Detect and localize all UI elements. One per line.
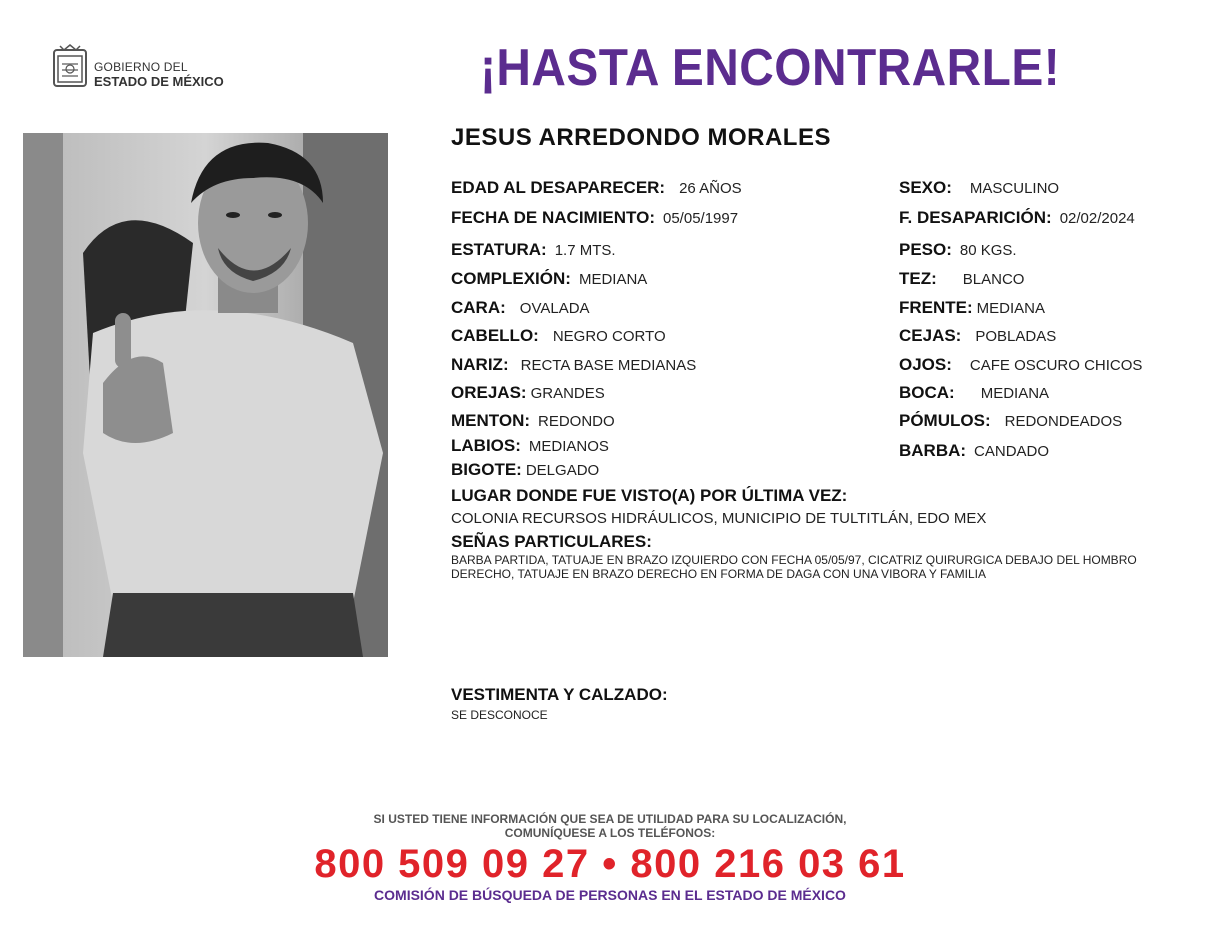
field-label: TEZ: [899,269,937,288]
field-disappearance-date [899,208,1135,228]
field-value: DELGADO [525,462,600,479]
field-nose [451,355,696,375]
field-label: ESTATURA: [451,240,547,259]
field-sex [899,178,1059,198]
commission-name: COMISIÓN DE BÚSQUEDA DE PERSONAS EN EL ESTADO DE MÉXICO [374,887,846,903]
field-label: COMPLEXIÓN: [451,269,571,288]
government-logo [52,44,232,90]
last-seen-label: LUGAR DONDE FUE VISTO(A) POR ÚLTIMA VEZ: [451,486,848,505]
missing-person-photo [23,133,388,657]
field-forehead [899,298,1045,318]
field-label: MENTON: [451,411,531,430]
field-value: 26 AÑOS [679,180,742,197]
field-mustache [451,460,599,480]
field-label: FRENTE: [899,298,973,317]
field-value: CAFE OSCURO CHICOS [969,357,1143,374]
field-value: RECTA BASE MEDIANAS [520,357,697,374]
field-label: BARBA: [899,441,967,460]
field-cheekbones [899,411,1122,431]
field-label: BOCA: [899,383,955,402]
field-label: CARA: [451,298,506,317]
field-value: REDONDEADOS [1004,413,1123,430]
field-value: NEGRO CORTO [552,328,666,345]
field-value: 05/05/1997 [663,210,739,227]
person-photo-illustration [23,133,388,657]
field-value: MEDIANA [578,271,648,288]
field-value: MEDIANA [976,300,1046,317]
field-mouth [899,383,1049,403]
field-label: OREJAS: [451,383,527,402]
field-value: BLANCO [962,271,1025,288]
field-label: OJOS: [899,355,952,374]
field-label: NARIZ: [451,355,509,374]
headline: ¡HASTA ENCONTRARLE! [480,39,1061,97]
field-value: OVALADA [519,300,590,317]
clothing-label: VESTIMENTA Y CALZADO: [451,685,668,704]
field-age [451,178,742,198]
field-chin [451,411,615,431]
field-height [451,240,616,260]
field-label: PESO: [899,240,952,259]
contact-info-line1: SI USTED TIENE INFORMACIÓN QUE SEA DE UTILIDAD PARA SU LOCALIZACIÓN, [373,812,847,826]
field-value: 02/02/2024 [1059,210,1135,227]
field-value: 1.7 MTS. [554,242,616,259]
coat-of-arms-icon [52,44,88,88]
contact-info [0,812,1220,840]
field-lips [451,436,609,456]
field-ears [451,383,605,403]
field-value: MEDIANOS [528,438,609,455]
distinguishing-marks-value: BARBA PARTIDA, TATUAJE EN BRAZO IZQUIERDO CON FECHA 05/05/97, CICATRIZ QUIRURGICA DEBAJO DEL HOMBRO DERECHO, TATUAJE EN BRAZO DERECHO EN FORMA DE DAGA CON UNA VIBORA Y FAMILIA [451,553,1137,581]
field-label: F. DESAPARICIÓN: [899,208,1052,227]
phone-numbers: 800 509 09 27 • 800 216 03 61 [314,842,906,886]
field-skin [899,269,1024,289]
field-beard [899,441,1049,461]
logo-text-line2: ESTADO DE MÉXICO [94,74,224,89]
field-label: LABIOS: [451,436,521,455]
field-value: REDONDO [538,413,615,430]
distinguishing-marks-label: SEÑAS PARTICULARES: [451,532,652,551]
person-name: JESUS ARREDONDO MORALES [451,124,831,151]
clothing-value: SE DESCONOCE [451,708,548,722]
contact-info-line2: COMUNÍQUESE A LOS TELÉFONOS: [504,826,716,840]
field-value: MASCULINO [969,180,1060,197]
field-label: PÓMULOS: [899,411,991,430]
field-hair [451,326,666,346]
last-seen-value: COLONIA RECURSOS HIDRÁULICOS, MUNICIPIO DE TULTITLÁN, EDO MEX [451,510,987,527]
field-label: EDAD AL DESAPARECER: [451,178,666,197]
field-value: 80 KGS. [959,242,1017,259]
field-build [451,269,647,289]
field-label: CABELLO: [451,326,539,345]
field-eyes [899,355,1142,375]
field-value: POBLADAS [975,328,1057,345]
field-birthdate [451,208,738,228]
field-face [451,298,590,318]
field-label: CEJAS: [899,326,962,345]
field-weight [899,240,1017,260]
field-label: SEXO: [899,178,952,197]
field-value: MEDIANA [980,385,1050,402]
field-value: GRANDES [530,385,605,402]
field-eyebrows [899,326,1056,346]
field-label: FECHA DE NACIMIENTO: [451,208,655,227]
field-label: BIGOTE: [451,460,522,479]
field-value: CANDADO [974,443,1050,460]
logo-text-line1: GOBIERNO DEL [94,60,188,74]
